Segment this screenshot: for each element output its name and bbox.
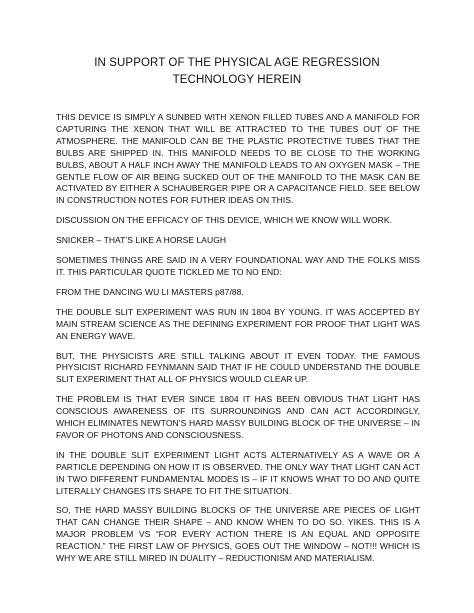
document-title	[40, 55, 434, 89]
document-body	[56, 112, 420, 573]
title-line-1: IN SUPPORT OF THE PHYSICAL AGE REGRESSION	[94, 57, 380, 69]
paragraph-feynmann: BUT, THE PHYSICISTS ARE STILL TALKING ABOUT IT EVEN TODAY. THE FAMOUS PHYSICIST RICHARD FEYNMANN SAID THAT IF HE COULD UNDERSTAND THE DOUBLE SLIT EXPERIMENT THAT ALL OF PHYSICS WOULD CLEAR UP.	[56, 350, 420, 385]
paragraph-device-description: THIS DEVICE IS SIMPLY A SUNBED WITH XENON FILLED TUBES AND A MANIFOLD FOR CAPTURING THE XENON THAT WILL BE ATTRACTED TO THE TUBES OUT OF THE ATMOSPHERE. THE MANIFOLD CAN BE THE PLASTIC PROTECTIVE TUBES THAT THE BULBS ARE SHIPPED IN. THIS MANIFOLD NEEDS TO BE CLOSE TO THE WORKING BULBS, ABOUT A HALF INCH AWAY THE MANIFOLD LEADS TO AN OXYGEN MASK – THE GENTLE FLOW OF AIR BEING SUCKED OUT OF THE MANIFOLD TO THE MASK CAN BE ACTIVATED BY EITHER A SCHAUBERGER PIPE OR A CAPACITANCE FIELD. SEE BELOW IN CONSTRUCTION NOTES FOR FUTHER IDEAS ON THIS.	[56, 112, 420, 206]
paragraph-source-quote: FROM THE DANCING WU LI MASTERS p87/88.	[56, 286, 244, 297]
paragraph-wave-particle: IN THE DOUBLE SLIT EXPERIMENT LIGHT ACTS ALTERNATIVELY AS A WAVE OR A PARTICLE DEPENDING ON HOW IT IS OBSERVED. THE ONLY WAY THAT LIGHT CAN ACT IN TWO DIFFERENT FUNDAMENTAL MODES IS – IF IT KNOWS WHAT TO DO AND QUITE LITERALLY CHANGES ITS SHAPE TO FIT THE SITUATION.	[56, 449, 420, 496]
paragraph-double-slit: THE DOUBLE SLIT EXPERIMENT WAS RUN IN 1804 BY YOUNG. IT WAS ACCEPTED BY MAIN STREAM SCIENCE AS THE DEFINING EXPERIMENT FOR PROOF THAT LIGHT WAS AN ENERGY WAVE.	[56, 306, 420, 341]
paragraph-problem: THE PROBLEM IS THAT EVER SINCE 1804 IT HAS BEEN OBVIOUS THAT LIGHT HAS CONSCIOUS AWARENESS OF ITS SURROUNDINGS AND CAN ACT ACCORDINGLY, WHICH ELIMINATES NEWTON’S HARD MASSY BUILDING BLOCK OF THE UNIVERSE – IN FAVOR OF PHOTONS AND CONSCIOUSNESS.	[56, 394, 420, 440]
paragraph-foundational: SOMETIMES THINGS ARE SAID IN A VERY FOUNDATIONAL WAY AND THE FOLKS MISS IT. THIS PARTICULAR QUOTE TICKLED ME TO NO END:	[56, 255, 420, 277]
title-line-2: TECHNOLOGY HEREIN	[172, 74, 302, 86]
paragraph-discussion: DISCUSSION ON THE EFFICACY OF THIS DEVICE, WHICH WE KNOW WILL WORK.	[56, 215, 392, 226]
paragraph-snicker: SNICKER – THAT’S LIKE A HORSE LAUGH	[56, 235, 227, 246]
paragraph-building-blocks: SO, THE HARD MASSY BUILDING BLOCKS OF THE UNIVERSE ARE PIECES OF LIGHT THAT CAN CHANGE THEIR SHAPE – AND KNOW WHEN TO DO SO. YIKES. THIS IS A MAJOR PROBLEM VS “FOR EVERY ACTION THERE IS AN EQUAL AND OPPOSITE REACTION.” THE FIRST LAW OF PHYSICS, GOES OUT THE WINDOW – NOT!!! WHICH IS WHY WE ARE STILL MIRED IN DUALITY – REDUCTIONISM AND MATERIALISM.	[56, 505, 420, 564]
